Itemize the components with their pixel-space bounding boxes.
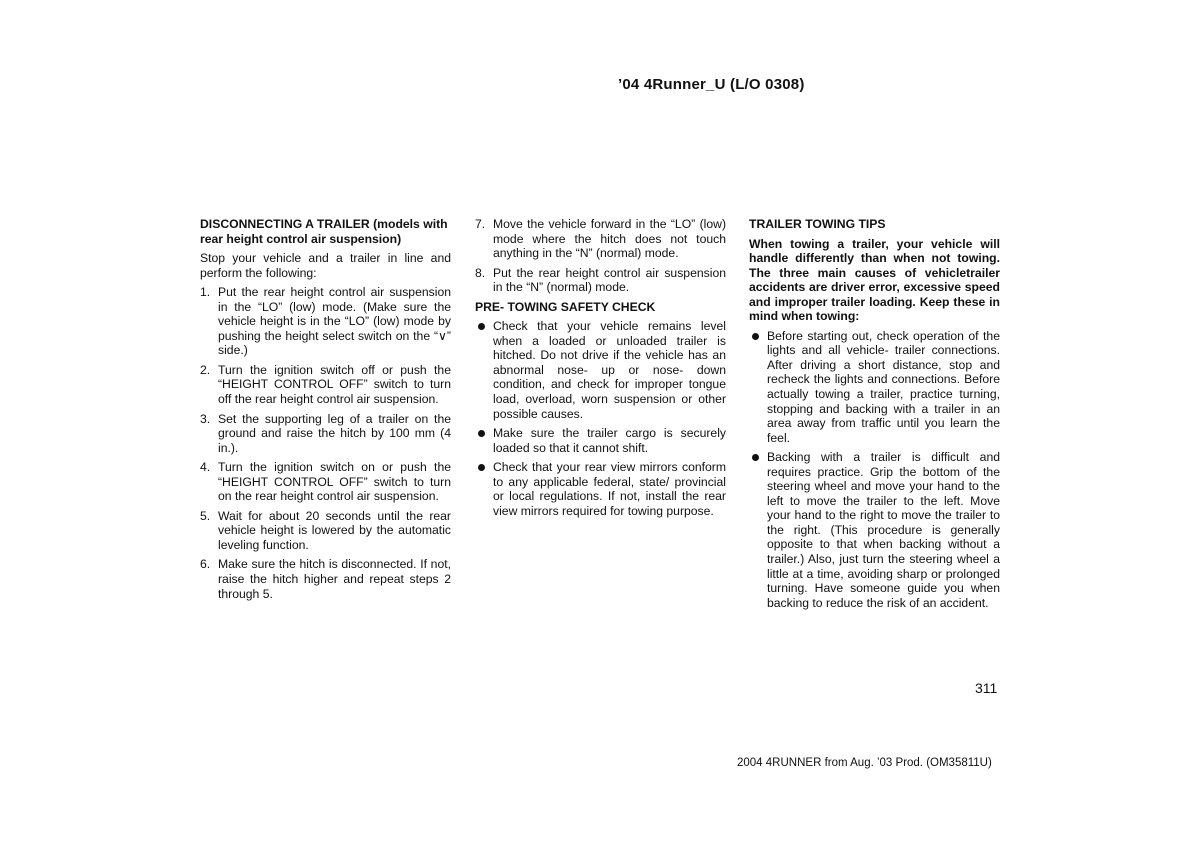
bullet-item xyxy=(475,460,726,518)
step-text: Set the supporting leg of a trailer on the ground and raise the hitch by 100 mm (4 in.). xyxy=(218,411,451,455)
step-item xyxy=(200,363,451,407)
document-footer: 2004 4RUNNER from Aug. ’03 Prod. (OM35811U) xyxy=(737,757,992,769)
step-item xyxy=(475,217,726,261)
safety-check-list xyxy=(475,319,726,518)
step-text: Wait for about 20 seconds until the rear vehicle height is lowered by the automatic leveling function. xyxy=(218,508,451,552)
bullet-item xyxy=(749,329,1000,445)
bullet-text: Make sure the trailer cargo is securely loaded so that it cannot shift. xyxy=(493,426,726,455)
disconnect-steps-continued xyxy=(475,217,726,295)
step-number: 8. xyxy=(475,265,486,280)
step-number: 1. xyxy=(200,285,211,300)
step-item xyxy=(200,285,451,358)
bullet-item xyxy=(749,450,1000,610)
step-item xyxy=(475,266,726,295)
bullet-text: Before starting out, check operation of the lights and all vehicle- trailer connections. After driving a short distance, stop and recheck the lights and connections. Before actually towing a trailer, practice turning, stopping and backing with a trailer in an area away from traffic until you learn the feel. xyxy=(767,328,1000,445)
bullet-item xyxy=(475,319,726,421)
bullet-item xyxy=(475,426,726,455)
step-number: 5. xyxy=(200,508,211,523)
bullet-icon xyxy=(478,323,485,330)
step-number: 6. xyxy=(200,557,211,572)
bullet-icon xyxy=(752,454,759,461)
right-column xyxy=(749,217,1000,615)
page-number: 311 xyxy=(975,680,998,696)
step-text: Put the rear height control air suspension in the “LO” (low) mode. (Make sure the vehicle height is in the “LO” (low) mode by pushing the height select switch on the “∨” side.) xyxy=(218,285,451,358)
left-column xyxy=(200,217,451,606)
step-number: 3. xyxy=(200,411,211,426)
step-item xyxy=(200,557,451,601)
step-number: 4. xyxy=(200,460,211,475)
step-number: 2. xyxy=(200,362,211,377)
section-heading-disconnecting: DISCONNECTING A TRAILER (models with rear height control air suspension) xyxy=(200,217,448,246)
towing-intro-paragraph: When towing a trailer, your vehicle will handle differently than when not towing. The three main causes of vehicletrailer accidents are driver error, excessive speed and improper trailer loading. Keep these in mind when towing: xyxy=(749,236,1000,324)
step-number: 7. xyxy=(475,217,486,231)
step-item xyxy=(200,460,451,504)
step-text: Turn the ignition switch off or push the “HEIGHT CONTROL OFF” switch to turn off the rear height control air suspension. xyxy=(218,362,451,407)
document-header: ’04 4Runner_U (L/O 0308) xyxy=(618,76,805,93)
bullet-icon xyxy=(478,430,485,437)
step-text: Move the vehicle forward in the “LO” (low) mode where the hitch does not touch anything in the “N” (normal) mode. xyxy=(493,217,726,261)
step-item xyxy=(200,412,451,456)
disconnect-steps-list xyxy=(200,285,451,601)
bullet-text: Check that your rear view mirrors conform to any applicable federal, state/ provincial or local regulations. If not, install the rear view mirrors required for towing purpose. xyxy=(493,460,726,518)
bullet-text: Check that your vehicle remains level when a loaded or unloaded trailer is hitched. Do not drive if the vehicle has an abnormal nose- up or nose- down condition, and check for improper tongue load, overload, worn suspension or other possible causes. xyxy=(493,319,726,421)
bullet-text: Backing with a trailer is difficult and requires practice. Grip the bottom of the steering wheel and move your hand to the left to move the trailer to the left. Move your hand to the right to move the trailer to the right. (This procedure is generally opposite to that when backing without a trailer.) Also, just turn the steering wheel a little at a time, avoiding sharp or prolonged turning. Have someone guide you when backing to reduce the risk of an accident. xyxy=(767,450,1000,610)
bullet-icon xyxy=(752,333,759,340)
intro-paragraph: Stop your vehicle and a trailer in line and perform the following: xyxy=(200,251,451,280)
step-text: Make sure the hitch is disconnected. If not, raise the hitch higher and repeat steps 2 through 5. xyxy=(218,557,451,601)
bullet-icon xyxy=(478,464,485,471)
towing-tips-list xyxy=(749,329,1000,610)
section-heading-pre-towing: PRE- TOWING SAFETY CHECK xyxy=(475,299,656,314)
section-heading-towing-tips: TRAILER TOWING TIPS xyxy=(749,217,886,231)
step-item xyxy=(200,509,451,553)
step-text: Put the rear height control air suspension in the “N” (normal) mode. xyxy=(493,265,726,295)
middle-column xyxy=(475,217,726,523)
step-text: Turn the ignition switch on or push the “HEIGHT CONTROL OFF” switch to turn on the rear height control air suspension. xyxy=(218,460,451,504)
